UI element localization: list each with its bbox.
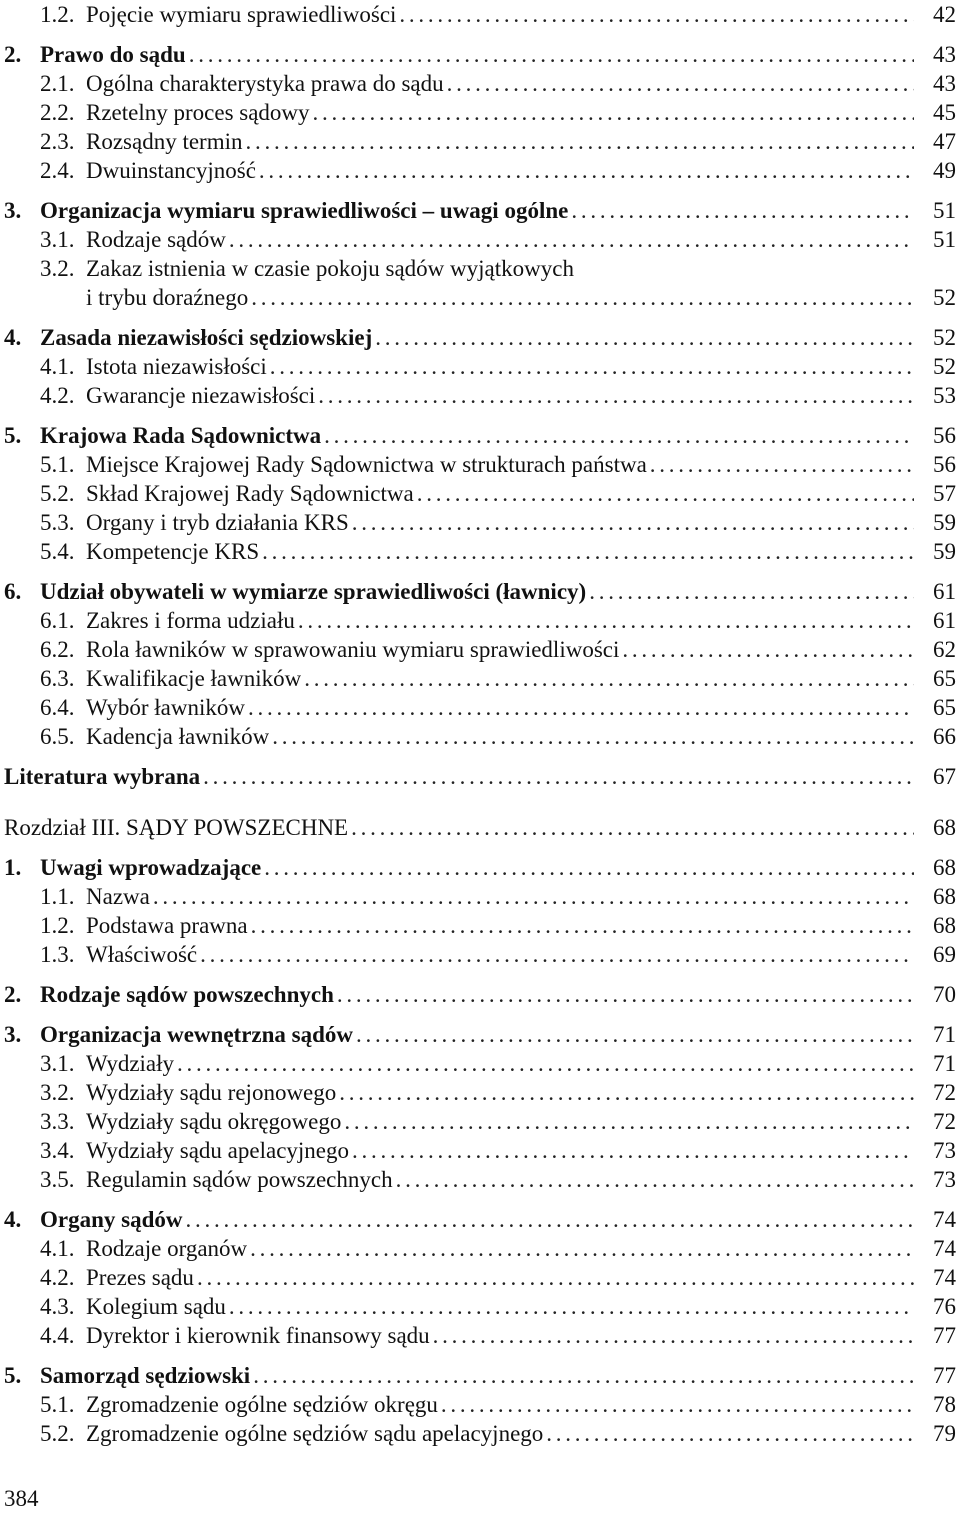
toc-entry[interactable]: [4, 1136, 956, 1165]
toc-entry-title: Rodzaje sądów powszechnych: [40, 982, 334, 1007]
toc-entry[interactable]: [4, 508, 956, 537]
toc-entry[interactable]: [4, 882, 956, 911]
toc-entry[interactable]: [4, 127, 956, 156]
toc-entry[interactable]: [4, 940, 956, 969]
toc-entry-number: 1.1.: [40, 884, 75, 909]
toc-entry-number: 4.: [4, 325, 22, 350]
toc-entry[interactable]: [4, 69, 956, 98]
toc-entry-number: 4.4.: [40, 1323, 75, 1348]
dot-leader: [253, 1361, 914, 1390]
toc-entry-title: Rodzaje organów: [86, 1236, 248, 1261]
toc-entry-title: Podstawa prawna: [86, 913, 248, 938]
toc-entry-page: 42: [933, 2, 956, 27]
toc-entry-title: Rzetelny proces sądowy: [86, 100, 310, 125]
toc-entry-number: 2.3.: [40, 129, 75, 154]
toc-entry[interactable]: [4, 450, 956, 479]
toc-entry-page: 68: [933, 884, 956, 909]
toc-entry-page: 74: [933, 1207, 956, 1232]
toc-entry-page: 68: [933, 913, 956, 938]
toc-entry-number: 4.1.: [40, 354, 75, 379]
dot-leader: [313, 98, 914, 127]
dot-leader: [264, 853, 914, 882]
toc-entry-title: Rola ławników w sprawowaniu wymiaru sprawiedliwości: [86, 637, 620, 662]
toc-entry[interactable]: [4, 762, 956, 791]
toc-entry[interactable]: [4, 1321, 956, 1350]
dot-leader: [352, 508, 914, 537]
toc-entry-page: 45: [933, 100, 956, 125]
toc-entry-page: 71: [933, 1051, 956, 1076]
toc-entry-number: 6.2.: [40, 637, 75, 662]
toc-entry-number: 6.5.: [40, 724, 75, 749]
dot-leader: [344, 1107, 914, 1136]
toc-entry-title: Udział obywateli w wymiarze sprawiedliwości (ławnicy): [40, 579, 587, 604]
toc-entry-number: 1.: [4, 855, 22, 880]
toc-entry[interactable]: [4, 1020, 956, 1049]
dot-leader: [177, 1049, 914, 1078]
toc-entry-number: 2.4.: [40, 158, 75, 183]
dot-leader: [375, 323, 914, 352]
toc-entry-title: Kwalifikacje ławników: [86, 666, 302, 691]
toc-entry-number: 5.2.: [40, 1421, 75, 1446]
dot-leader: [153, 882, 914, 911]
toc-entry-number: 5.1.: [40, 452, 75, 477]
toc-entry-page: 57: [933, 481, 956, 506]
toc-entry-title: Wydziały sądu apelacyjnego: [86, 1138, 350, 1163]
toc-entry-title: Samorząd sędziowski: [40, 1363, 251, 1388]
toc-entry-title: Zakres i forma udziału: [86, 608, 295, 633]
toc-entry-title: Uwagi wprowadzające: [40, 855, 262, 880]
toc-entry-title: Właściwość: [86, 942, 198, 967]
toc-entry[interactable]: [4, 323, 956, 352]
toc-entry-page: 66: [933, 724, 956, 749]
toc-entry[interactable]: [4, 1361, 956, 1390]
toc-entry-number: 3.: [4, 1022, 22, 1047]
toc-entry-page: 78: [933, 1392, 956, 1417]
toc-entry-title: Rozdział III. SĄDY POWSZECHNE: [4, 815, 349, 840]
dot-leader: [248, 693, 914, 722]
dot-leader: [571, 196, 914, 225]
toc-entry[interactable]: [4, 1107, 956, 1136]
dot-leader: [203, 762, 914, 791]
toc-entry[interactable]: [4, 1292, 956, 1321]
toc-entry[interactable]: [4, 40, 956, 69]
toc-entry[interactable]: [4, 254, 956, 283]
toc-entry-number: 3.5.: [40, 1167, 75, 1192]
dot-leader: [262, 537, 914, 566]
toc-entry[interactable]: [4, 352, 956, 381]
dot-leader: [546, 1419, 914, 1448]
dot-leader: [270, 352, 914, 381]
dot-leader: [417, 479, 914, 508]
toc-entry-title: Istota niezawisłości: [86, 354, 267, 379]
dot-leader: [339, 1078, 914, 1107]
toc-entry-title: Zasada niezawisłości sędziowskiej: [40, 325, 373, 350]
toc-entry-number: 5.: [4, 1363, 22, 1388]
toc-entry-number: 2.: [4, 42, 22, 67]
dot-leader: [433, 1321, 914, 1350]
toc-entry-page: 77: [933, 1363, 956, 1388]
toc-entry-page: 72: [933, 1109, 956, 1134]
toc-entry-page: 51: [933, 227, 956, 252]
toc-entry-page: 71: [933, 1022, 956, 1047]
dot-leader: [250, 1234, 914, 1263]
toc-entry-title: Krajowa Rada Sądownictwa: [40, 423, 322, 448]
toc-entry[interactable]: [4, 1419, 956, 1448]
page-number: 384: [4, 1486, 39, 1511]
toc-entry-number: 5.4.: [40, 539, 75, 564]
dot-leader: [200, 940, 914, 969]
toc-entry[interactable]: [4, 479, 956, 508]
toc-entry[interactable]: [4, 98, 956, 127]
toc-entry-page: 62: [933, 637, 956, 662]
toc-entry[interactable]: [4, 1205, 956, 1234]
dot-leader: [337, 980, 914, 1009]
toc-entry-number: 5.: [4, 423, 22, 448]
toc-entry[interactable]: [4, 537, 956, 566]
toc-entry-number: 6.1.: [40, 608, 75, 633]
toc-entry-page: 47: [933, 129, 956, 154]
toc-entry-number: 4.1.: [40, 1236, 75, 1261]
toc-entry-number: 3.2.: [40, 1080, 75, 1105]
toc-entry[interactable]: [4, 196, 956, 225]
toc-entry-number: 4.3.: [40, 1294, 75, 1319]
toc-entry-page: 67: [933, 764, 956, 789]
toc-entry-number: 5.2.: [40, 481, 75, 506]
dot-leader: [197, 1263, 914, 1292]
dot-leader: [622, 635, 914, 664]
dot-leader: [352, 1136, 914, 1165]
toc-entry[interactable]: [4, 283, 956, 312]
toc-entry-number: 3.3.: [40, 1109, 75, 1134]
toc-entry-title: Prezes sądu: [86, 1265, 194, 1290]
toc-entry[interactable]: [4, 1234, 956, 1263]
toc-entry-number: 2.2.: [40, 100, 75, 125]
toc-entry[interactable]: [4, 911, 956, 940]
toc-entry-number: 1.3.: [40, 942, 75, 967]
toc-entry-page: 53: [933, 383, 956, 408]
toc-entry-number: 3.1.: [40, 1051, 75, 1076]
toc-entry-number: 1.2.: [40, 2, 75, 27]
toc-entry-title: Regulamin sądów powszechnych: [86, 1167, 393, 1192]
toc-entry-title: Dyrektor i kierownik finansowy sądu: [86, 1323, 430, 1348]
toc-entry-page: 69: [933, 942, 956, 967]
toc-entry-page: 70: [933, 982, 956, 1007]
toc-entry-page: 74: [933, 1236, 956, 1261]
toc-entry[interactable]: [4, 693, 956, 722]
dot-leader: [447, 69, 914, 98]
toc-entry-number: 1.2.: [40, 913, 75, 938]
dot-leader: [189, 40, 914, 69]
dot-leader: [356, 1020, 914, 1049]
toc-entry[interactable]: [4, 1165, 956, 1194]
toc-entry[interactable]: [4, 1390, 956, 1419]
toc-entry[interactable]: [4, 635, 956, 664]
toc-entry-page: 68: [933, 855, 956, 880]
toc-entry-page: 59: [933, 510, 956, 535]
toc-entry-page: 56: [933, 423, 956, 448]
toc-entry-number: 6.4.: [40, 695, 75, 720]
toc-entry-page: 79: [933, 1421, 956, 1446]
toc-entry[interactable]: [4, 1078, 956, 1107]
toc-entry-title: Zgromadzenie ogólne sędziów sądu apelacyjnego: [86, 1421, 544, 1446]
dot-leader: [229, 225, 914, 254]
toc-entry-title: Wybór ławników: [86, 695, 245, 720]
toc-entry-title: i trybu doraźnego: [86, 285, 249, 310]
toc-entry[interactable]: [4, 156, 956, 185]
toc-entry-title: Kompetencje KRS: [86, 539, 260, 564]
dot-leader: [318, 381, 914, 410]
toc-entry[interactable]: [4, 722, 956, 751]
toc-entry-title: Organizacja wewnętrzna sądów: [40, 1022, 354, 1047]
dot-leader: [650, 450, 914, 479]
toc-entry-number: 3.: [4, 198, 22, 223]
toc-entry-title: Organy i tryb działania KRS: [86, 510, 349, 535]
dot-leader: [298, 606, 914, 635]
toc-entry-title: Dwuinstancyjność: [86, 158, 256, 183]
toc-entry-page: 52: [933, 285, 956, 310]
toc-entry-title: Prawo do sądu: [40, 42, 186, 67]
dot-leader: [399, 0, 914, 29]
toc-entry-number: 6.3.: [40, 666, 75, 691]
toc-entry-title: Literatura wybrana: [4, 764, 201, 789]
dot-leader: [304, 664, 914, 693]
toc-entry-title: Rodzaje sądów: [86, 227, 226, 252]
toc-entry-page: 73: [933, 1167, 956, 1192]
dot-leader: [324, 421, 914, 450]
toc-entry-title: Kadencja ławników: [86, 724, 270, 749]
toc-entry-number: 4.: [4, 1207, 22, 1232]
toc-entry-title: Kolegium sądu: [86, 1294, 226, 1319]
dot-leader: [351, 813, 914, 842]
toc-entry[interactable]: [4, 813, 956, 842]
toc-entry-title: Pojęcie wymiaru sprawiedliwości: [86, 2, 397, 27]
toc-entry[interactable]: [4, 664, 956, 693]
toc-entry-number: 6.: [4, 579, 22, 604]
toc-entry[interactable]: [4, 577, 956, 606]
toc-entry[interactable]: [4, 1263, 956, 1292]
toc-entry-title: Wydziały sądu okręgowego: [86, 1109, 342, 1134]
toc-entry-title: Organizacja wymiaru sprawiedliwości – uwagi ogólne: [40, 198, 569, 223]
dot-leader: [272, 722, 914, 751]
toc-entry[interactable]: [4, 421, 956, 450]
toc-entry-number: 5.1.: [40, 1392, 75, 1417]
toc-entry-title: Nazwa: [86, 884, 150, 909]
toc-entry-page: 72: [933, 1080, 956, 1105]
toc-entry-number: 3.1.: [40, 227, 75, 252]
toc-entry-page: 59: [933, 539, 956, 564]
toc-entry-title: Skład Krajowej Rady Sądownictwa: [86, 481, 414, 506]
toc-entry[interactable]: [4, 853, 956, 882]
toc-entry-title: Gwarancje niezawisłości: [86, 383, 316, 408]
toc-entry-page: 76: [933, 1294, 956, 1319]
dot-leader: [441, 1390, 914, 1419]
toc-entry-title: Organy sądów: [40, 1207, 183, 1232]
toc-entry-page: 52: [933, 325, 956, 350]
dot-leader: [251, 911, 914, 940]
toc-entry-page: 52: [933, 354, 956, 379]
table-of-contents: [4, 0, 956, 1448]
toc-entry-page: 61: [933, 579, 956, 604]
toc-entry-title: Zgromadzenie ogólne sędziów okręgu: [86, 1392, 438, 1417]
toc-entry-page: 65: [933, 666, 956, 691]
toc-entry-title: Wydziały sądu rejonowego: [86, 1080, 337, 1105]
toc-entry-page: 56: [933, 452, 956, 477]
toc-entry-title: Ogólna charakterystyka prawa do sądu: [86, 71, 444, 96]
dot-leader: [396, 1165, 914, 1194]
toc-entry-page: 43: [933, 71, 956, 96]
dot-leader: [589, 577, 914, 606]
toc-entry-number: 3.4.: [40, 1138, 75, 1163]
toc-entry-page: 43: [933, 42, 956, 67]
toc-entry-page: 77: [933, 1323, 956, 1348]
toc-entry-title: Miejsce Krajowej Rady Sądownictwa w strukturach państwa: [86, 452, 647, 477]
dot-leader: [186, 1205, 915, 1234]
dot-leader: [246, 127, 915, 156]
toc-entry-title: Rozsądny termin: [86, 129, 243, 154]
toc-entry-number: 5.3.: [40, 510, 75, 535]
toc-entry-page: 61: [933, 608, 956, 633]
toc-entry-page: 68: [933, 815, 956, 840]
toc-entry-number: 4.2.: [40, 1265, 75, 1290]
toc-entry[interactable]: [4, 225, 956, 254]
toc-entry-title: Zakaz istnienia w czasie pokoju sądów wyjątkowych: [86, 256, 574, 281]
toc-entry-number: 4.2.: [40, 383, 75, 408]
toc-entry-page: 73: [933, 1138, 956, 1163]
dot-leader: [229, 1292, 914, 1321]
dot-leader: [251, 283, 914, 312]
toc-entry-page: 51: [933, 198, 956, 223]
toc-entry-title: Wydziały: [86, 1051, 175, 1076]
toc-entry-page: 74: [933, 1265, 956, 1290]
toc-entry-number: 3.2.: [40, 256, 75, 281]
toc-entry[interactable]: [4, 381, 956, 410]
toc-entry-number: 2.1.: [40, 71, 75, 96]
toc-entry[interactable]: [4, 0, 956, 29]
toc-entry[interactable]: [4, 1049, 956, 1078]
toc-entry-page: 65: [933, 695, 956, 720]
toc-entry-number: 2.: [4, 982, 22, 1007]
toc-entry-page: 49: [933, 158, 956, 183]
toc-entry[interactable]: [4, 606, 956, 635]
toc-entry[interactable]: [4, 980, 956, 1009]
dot-leader: [259, 156, 914, 185]
